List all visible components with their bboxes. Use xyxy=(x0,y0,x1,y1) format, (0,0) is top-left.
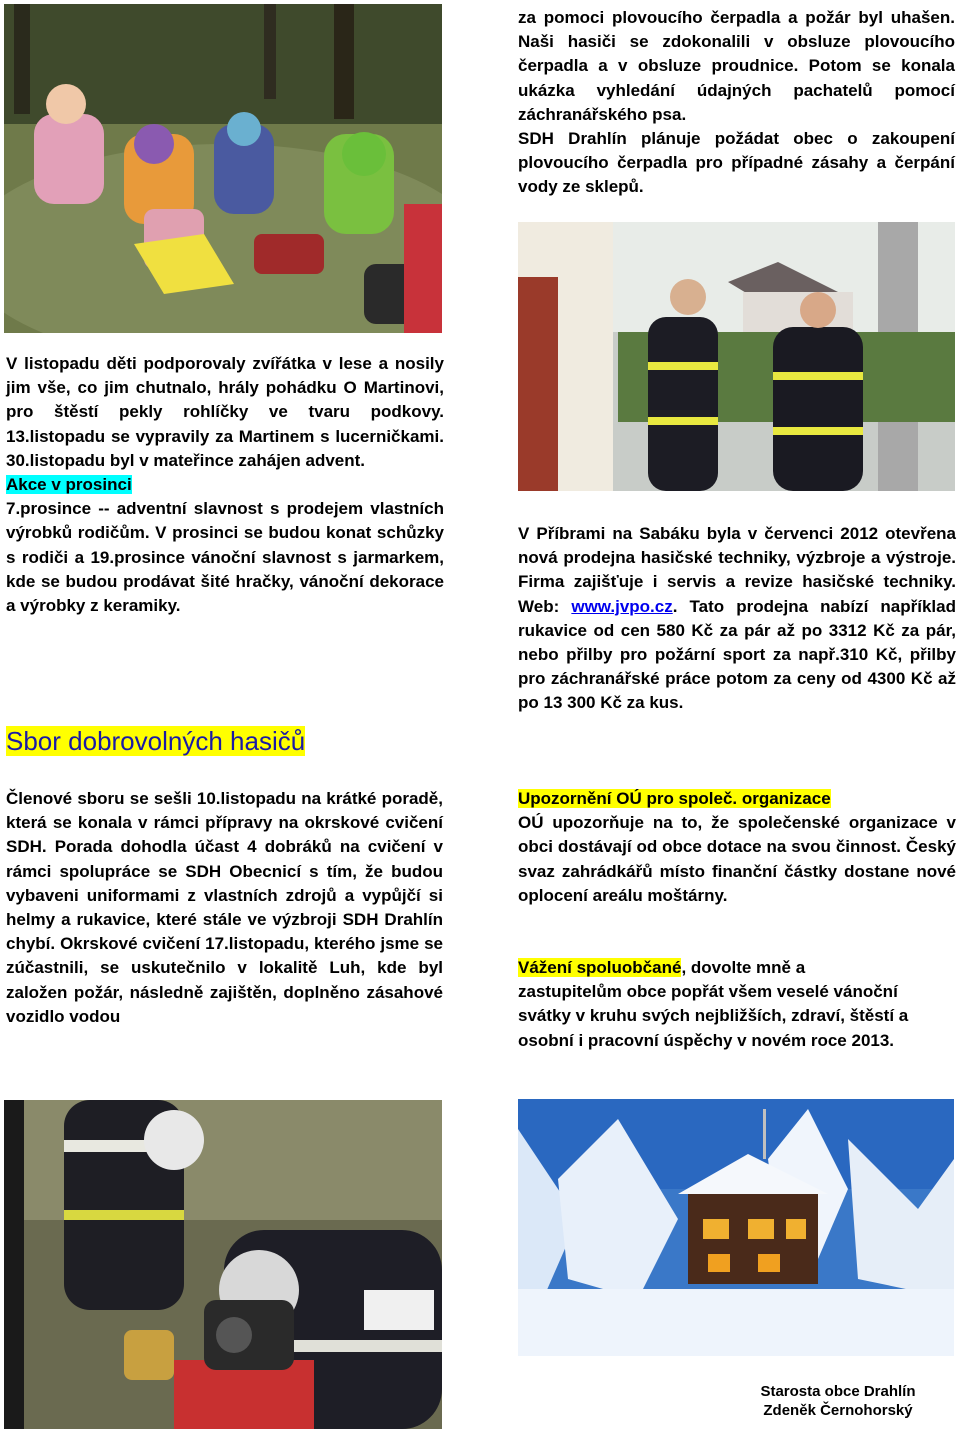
firemen-standing-photo xyxy=(518,222,955,491)
shop-article xyxy=(518,522,956,716)
notice-section xyxy=(518,787,956,908)
greeting-highlight: Vážení spoluobčané xyxy=(518,958,682,977)
kindergarten-november-text: V listopadu děti podporovaly zvířátka v lese a nosily jim vše, co jim chutnalo, hrály pohádku O Martinovi, pro štěstí pekly rohlíčky ve tvaru podkovy. 13.listopadu se vypravily za Martinem s lucerničkami. 30.listopadu byl v mateřince zahájen advent. xyxy=(6,354,444,470)
pump-article-continuation xyxy=(518,6,955,200)
firefighters-heading: Sbor dobrovolných hasičů xyxy=(6,726,306,756)
december-actions-heading: Akce v prosinci xyxy=(6,475,132,495)
sdh-plan-text: SDH Drahlín plánuje požádat obec o zakoupení plovoucího čerpadla pro případné zásahy a čerpání vody ze sklepů. xyxy=(518,129,955,197)
firemen-pump-photo xyxy=(4,1100,442,1429)
kindergarten-article xyxy=(6,352,444,618)
pump-article-text: za pomoci plovoucího čerpadla a požár byl uhašen. Naši hasiči se zdokonalili v obsluze plovoucího čerpadla a v obsluze proudnice. Potom se konala ukázka vyhledání údajných pachatelů pomocí záchranářského psa. xyxy=(518,8,955,124)
firefighters-text: Členové sboru se sešli 10.listopadu na krátké poradě, která se konala v rámci přípravy na okrskové cvičení SDH. Porada dohodla účast 4 dobráků na cvičení v rámci spolupráce se SDH Obecnicí s tím, že budou vybaveni uniformami z vlastních zdrojů a vypůjčí si helmy a rukavice, které stále ve výzbroji SDH Drahlín chybí. Okrskové cvičení 17.listopadu, kterého jsme se zúčastnili, se uskutečnilo v lokalitě Luh, kde byl založen požár, následně zajištěn, doplněno zásahové vozidlo vodou xyxy=(6,789,443,1026)
children-picnic-photo xyxy=(4,4,442,333)
greeting-line1: , dovolte mně a xyxy=(681,958,806,977)
shop-text-before: V Příbrami na Sabáku byla v červenci 2012 otevřena nová prodejna hasičské techniky, výzbroje a výstroje. Firma zajišťuje i servis a revize hasičské techniky. Web: xyxy=(518,524,956,616)
firefighters-article xyxy=(6,787,443,1029)
shop-website-link[interactable]: www.jvpo.cz xyxy=(571,596,673,616)
snowy-cabin-photo xyxy=(518,1099,954,1356)
notice-text: OÚ upozorňuje na to, že společenské organizace v obci dostávají od obce dotace na svou činnost. Český svaz zahrádkářů místo finanční částky dostane nové oplocení areálu moštárny. xyxy=(518,813,956,905)
greeting-text: zastupitelům obce popřát všem veselé vánoční svátky v kruhu svých nejbližších, zdraví, štěstí a osobní i pracovní úspěchy v novém roce 2013. xyxy=(518,982,909,1050)
kindergarten-december-text: 7.prosince -- adventní slavnost s prodejem vlastních výrobků rodičům. V prosinci se budou konat schůzky s rodiči a 19.prosince vánoční slavnost s jarmarkem, kde se budou prodávat šité hračky, vánoční dekorace a výrobky z keramiky. xyxy=(6,499,444,616)
signature xyxy=(730,1382,960,1420)
shop-text-after: . Tato prodejna nabízí například rukavice od cen 580 Kč za pár až po 3312 Kč za pár, nebo přilby pro požární sport za např.310 Kč, přilby pro záchranářské práce potom za ceny od 4300 Kč až po 13 300 Kč za kus. xyxy=(518,596,956,713)
notice-heading: Upozornění OÚ pro společ. organizace xyxy=(518,789,831,808)
firefighters-heading-wrap xyxy=(6,723,305,759)
signature-title: Starosta obce Drahlín xyxy=(760,1383,916,1400)
greeting-section xyxy=(518,956,956,1053)
signature-name: Zdeněk Černohorský xyxy=(763,1402,913,1419)
